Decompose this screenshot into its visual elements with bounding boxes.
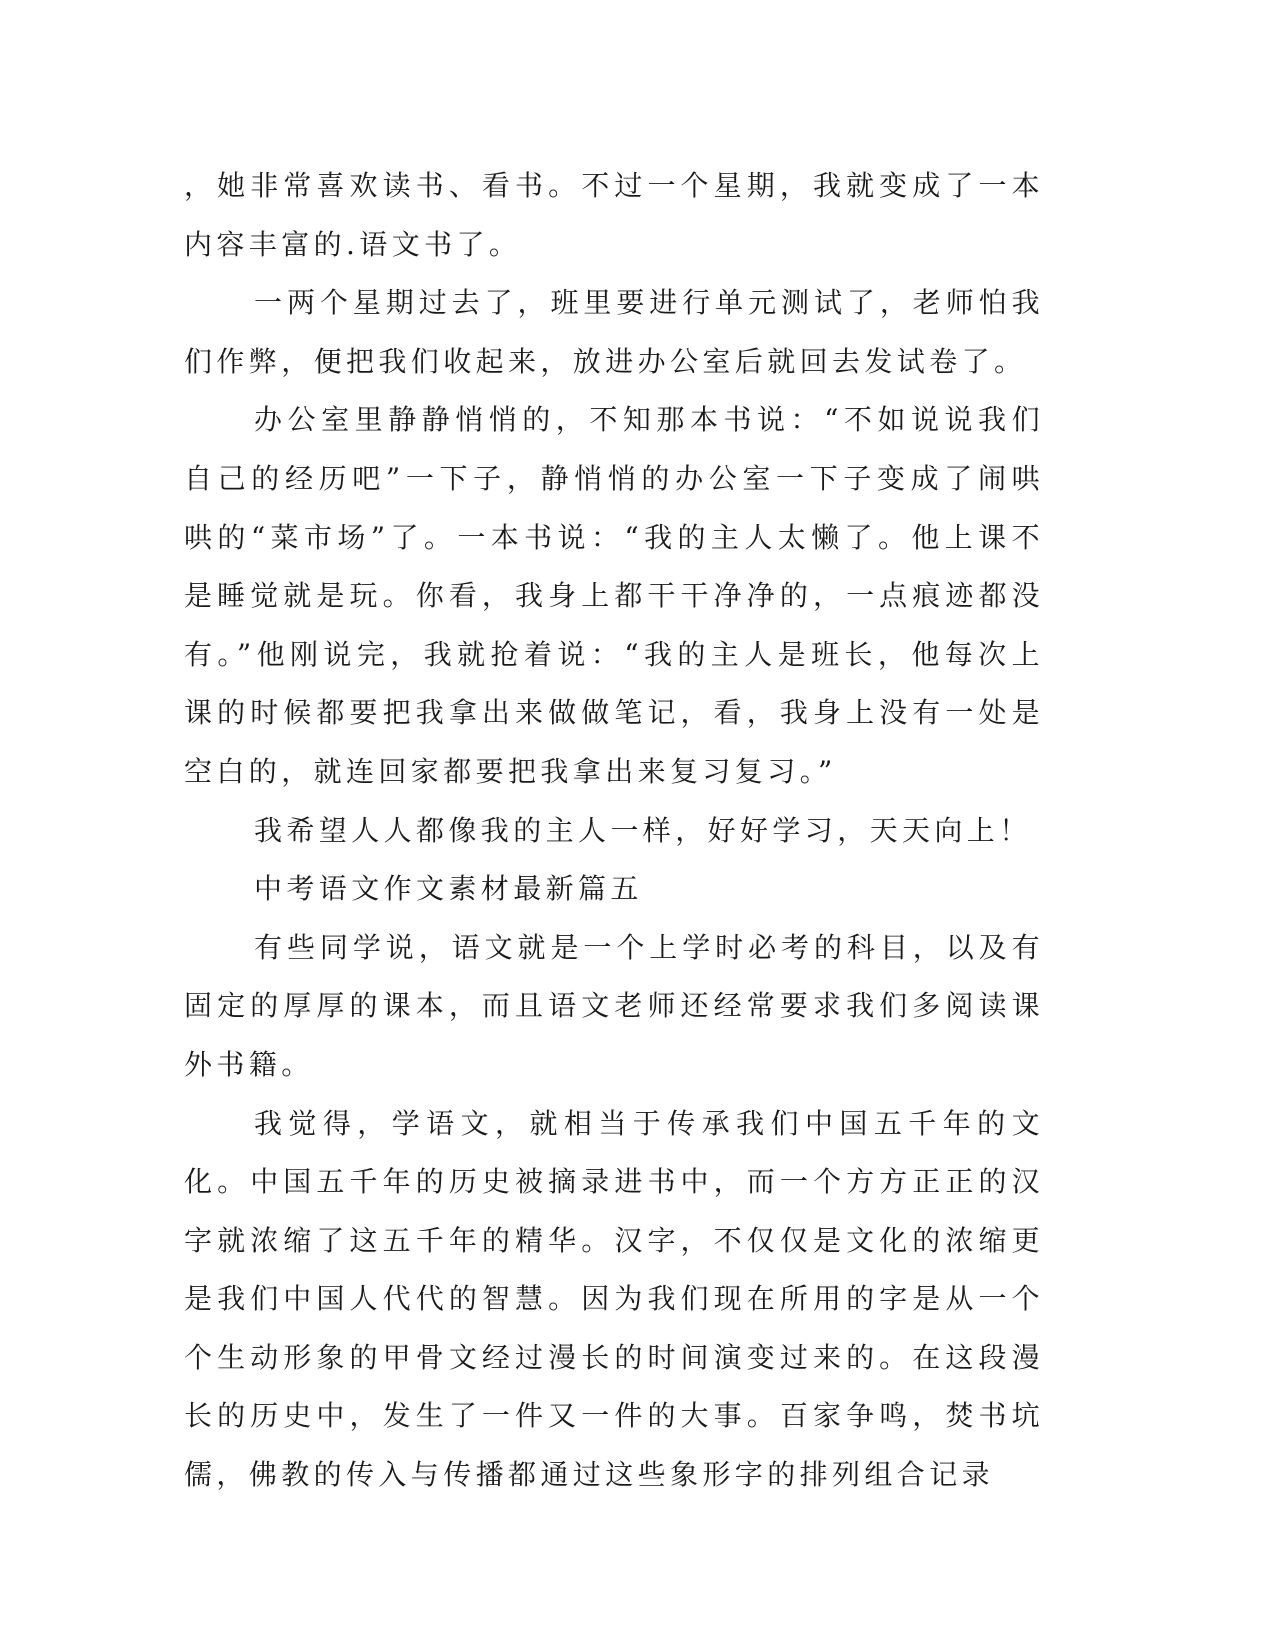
- paragraph-3: 办公室里静静悄悄的，不知那本书说：“不如说说我们自己的经历吧”一下子，静悄悄的办公室一下子变成了闹哄哄的“菜市场”了。一本书说：“我的主人太懒了。他上课不是睡觉就是玩。你看，我身上都干干净净的，一点痕迹都没有。”他刚说完，我就抢着说：“我的主人是班长，他每次上课的时候都要把我拿出来做做笔记，看，我身上没有一处是空白的，就连回家都要把我拿出来复习复习。”: [184, 403, 1044, 788]
- paragraph-5: 有些同学说，语文就是一个上学时必考的科目，以及有固定的厚厚的课本，而且语文老师还经常要求我们多阅读课外书籍。: [184, 930, 1044, 1081]
- paragraph-2: 一两个星期过去了，班里要进行单元测试了，老师怕我们作弊，便把我们收起来，放进办公室后就回去发试卷了。: [184, 286, 1044, 378]
- section-heading: 中考语文作文素材最新篇五: [254, 872, 643, 906]
- paragraph-1: ，她非常喜欢读书、看书。不过一个星期，我就变成了一本内容丰富的.语文书了。: [184, 169, 1044, 261]
- paragraph-6: 我觉得，学语文，就相当于传承我们中国五千年的文化。中国五千年的历史被摘录进书中，而一个方方正正的汉字就浓缩了这五千年的精华。汉字，不仅仅是文化的浓缩更是我们中国人代代的智慧。因为我们现在所用的字是从一个个生动形象的甲骨文经过漫长的时间演变过来的。在这段漫长的历史中，发生了一件又一件的大事。百家争鸣，焚书坑儒，佛教的传入与传播都通过这些象形字的排列组合记录: [184, 1106, 1044, 1492]
- document-body: [184, 157, 1044, 1505]
- paragraph-4: 我希望人人都像我的主人一样，好好学习，天天向上！: [254, 813, 1032, 847]
